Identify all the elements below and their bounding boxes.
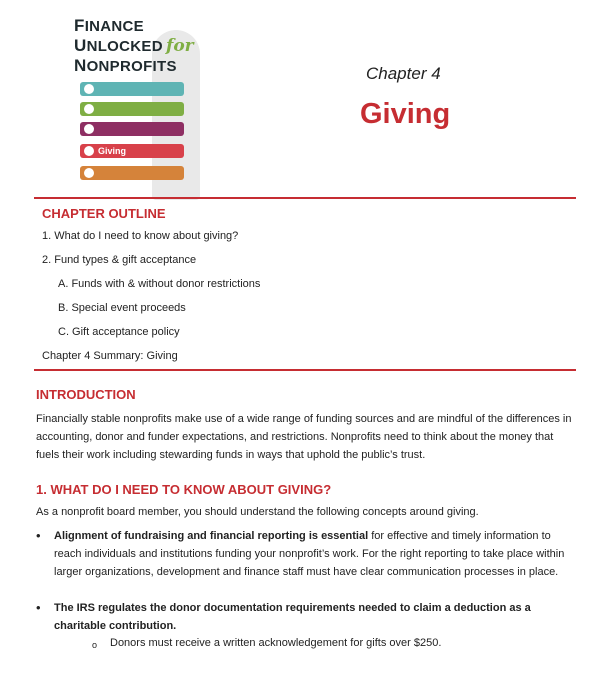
divider-top: [34, 197, 576, 199]
chapter-title: Giving: [360, 98, 451, 130]
sub-bullet-item: Donors must receive a written acknowledgement for gifts over $250.: [110, 637, 442, 649]
section1-title: 1. WHAT DO I NEED TO KNOW ABOUT GIVING?: [36, 482, 332, 497]
logo-line-unlocked: UNLOCKED: [74, 36, 163, 55]
logo-bar-giving-label: Giving: [98, 146, 127, 156]
logo-bar-green: [80, 102, 184, 116]
logo-line-finance: FINANCE: [74, 16, 144, 35]
logo-bar-dot: [84, 104, 94, 114]
bullet-item-bold: Alignment of fundraising and financial reporting is essential: [54, 530, 369, 542]
outline-item: 2. Fund types & gift acceptance: [42, 254, 197, 266]
outline-title: CHAPTER OUTLINE: [42, 206, 166, 221]
outline-item: Chapter 4 Summary: Giving: [42, 350, 178, 362]
introduction-title: INTRODUCTION: [36, 387, 136, 402]
outline-item: 1. What do I need to know about giving?: [42, 230, 239, 242]
bullet-item: [54, 527, 574, 581]
finance-unlocked-logo: [74, 10, 199, 190]
logo-bar-purple: [80, 122, 184, 136]
chapter-label: Chapter 4: [366, 64, 441, 83]
logo-bar-teal: [80, 82, 184, 96]
logo-line-nonprofits: NONPROFITS: [74, 56, 177, 75]
outline-item: B. Special event proceeds: [58, 302, 186, 314]
outline-item: A. Funds with & without donor restrictions: [58, 278, 261, 290]
bullet-marker: •: [36, 528, 41, 543]
logo-bar-dot: [84, 124, 94, 134]
logo-bar-dot: [84, 84, 94, 94]
logo-bar-giving: [80, 144, 184, 158]
sub-bullet-marker: o: [92, 640, 98, 650]
bullet-marker: •: [36, 600, 41, 615]
bullet-item: [54, 599, 574, 635]
introduction-text: Financially stable nonprofits make use of a wide range of funding sources and are mindful of the differences in accounting, donor and funder expectations, and restrictions. Nonprofits need to think about the money that fuels their work including stewarding funds in ways that uphold the public’s trust.: [36, 413, 572, 461]
logo-for-text: for: [166, 36, 194, 56]
divider-bottom: [34, 369, 576, 371]
bullet-item-text: for effective and timely information to reach individuals and institutions funding your nonprofit’s work. For the right reporting to take place within larger organizations, development and finance staff must have clear communication processes in place.: [54, 530, 565, 578]
logo-bar-dot: [84, 168, 94, 178]
outline-item: C. Gift acceptance policy: [58, 326, 180, 338]
logo-bar-orange: [80, 166, 184, 180]
section1-lead: As a nonprofit board member, you should understand the following concepts around giving.: [36, 506, 479, 518]
bullet-item-bold: The IRS regulates the donor documentation requirements needed to claim a deduction as a charitable contribution.: [54, 602, 531, 632]
logo-bar-dot: [84, 146, 94, 156]
